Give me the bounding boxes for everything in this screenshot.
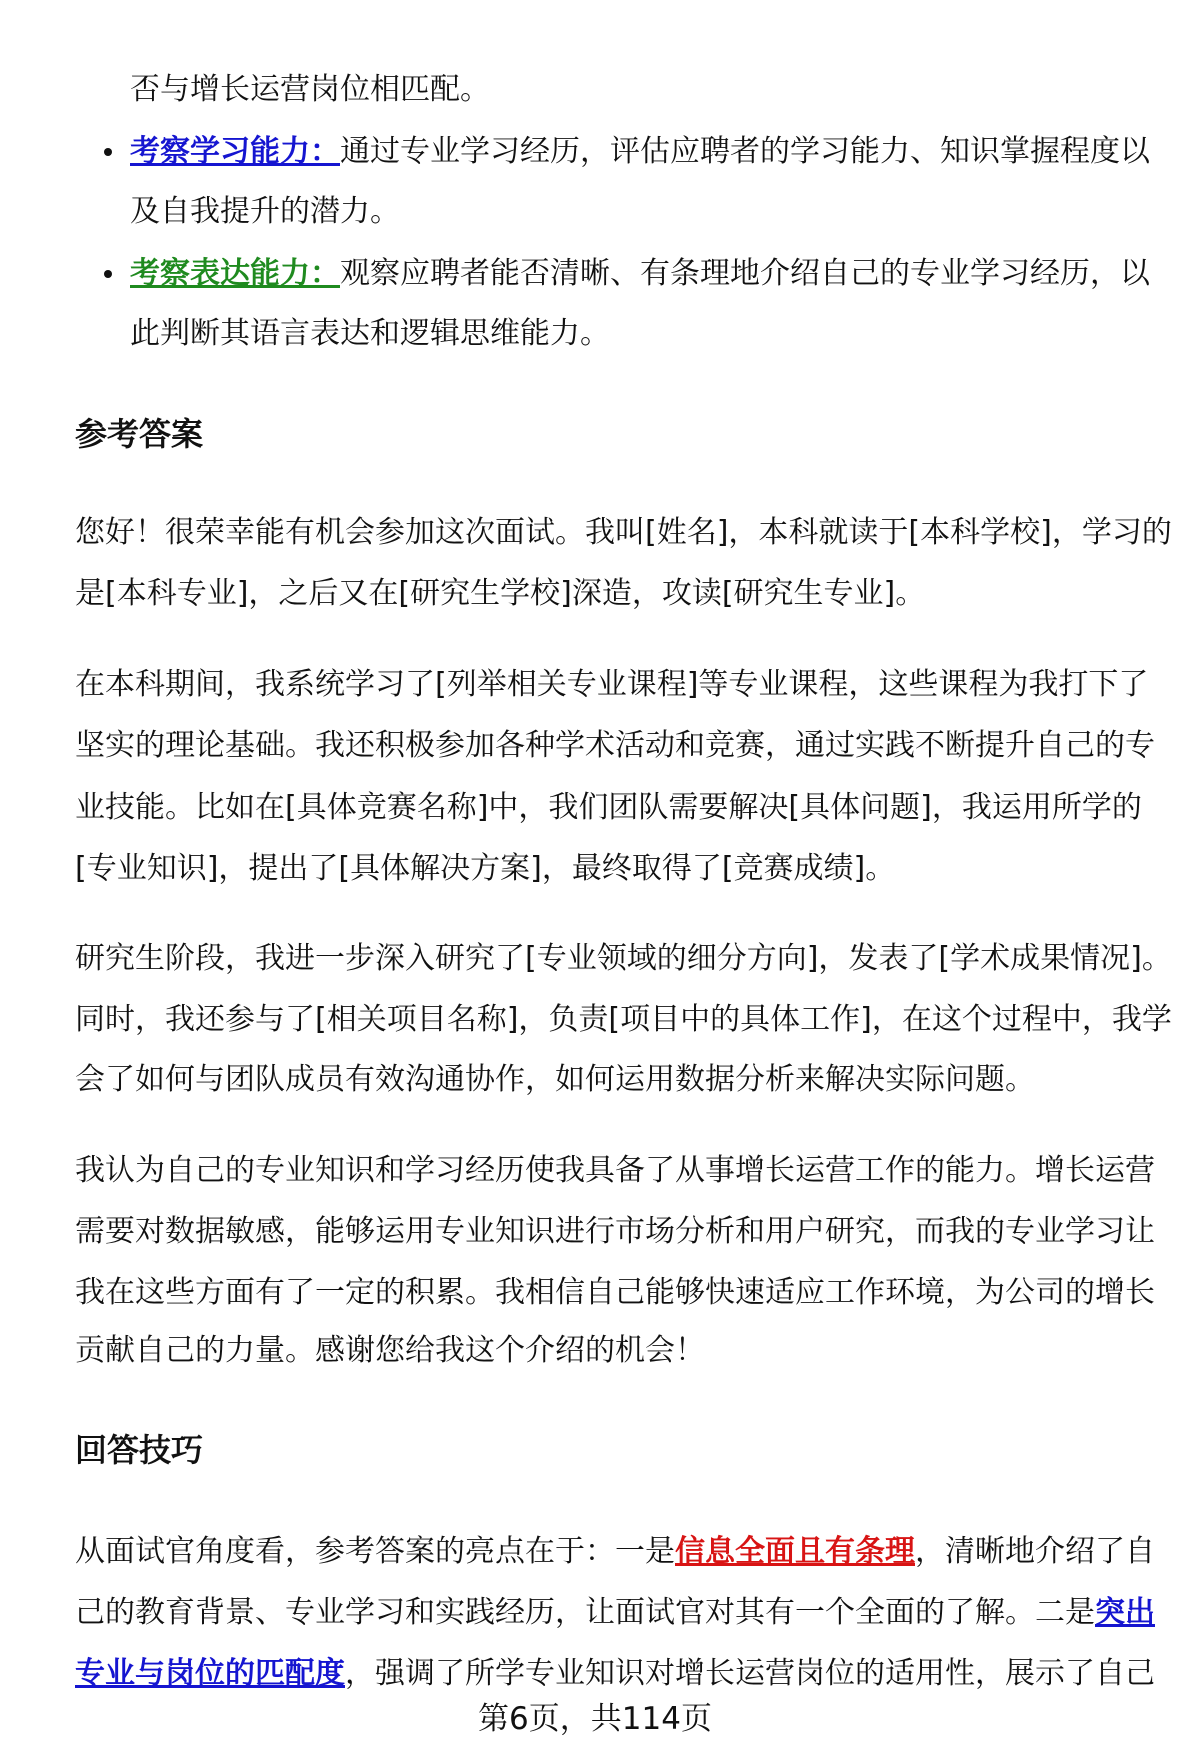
answer-line: 研究生阶段，我进一步深入研究了[专业领域的细分方向]，发表了[学术成果情况]。 <box>75 941 1172 976</box>
bullet-label-learning: 考察学习能力： <box>130 134 340 169</box>
answer-line: 贡献自己的力量。感谢您给我这个介绍的机会！ <box>75 1333 705 1368</box>
bullet-text: 此判断其语言表达和逻辑思维能力。 <box>130 316 610 351</box>
bullet-text: 通过专业学习经历，评估应聘者的学习能力、知识掌握程度以 <box>340 134 1150 169</box>
answer-line: 我认为自己的专业知识和学习经历使我具备了从事增长运营工作的能力。增长运营 <box>75 1153 1155 1188</box>
tips-text: ，强调了所学专业知识对增长运营岗位的适用性，展示了自己 <box>345 1656 1155 1691</box>
tips-text: 从面试官角度看，参考答案的亮点在于：一是 <box>75 1534 675 1569</box>
bullet-text: 观察应聘者能否清晰、有条理地介绍自己的专业学习经历，以 <box>340 256 1150 291</box>
tips-text: ，清晰地介绍了自 <box>915 1534 1155 1569</box>
answer-line: 坚实的理论基础。我还积极参加各种学术活动和竞赛，通过实践不断提升自己的专 <box>75 728 1155 763</box>
answer-line: 同时，我还参与了[相关项目名称]，负责[项目中的具体工作]，在这个过程中，我学 <box>75 1002 1172 1037</box>
highlight-red: 信息全面且有条理 <box>675 1534 915 1569</box>
highlight-blue: 专业与岗位的匹配度 <box>75 1656 345 1691</box>
answer-line: 需要对数据敏感，能够运用专业知识进行市场分析和用户研究，而我的专业学习让 <box>75 1214 1155 1249</box>
bullet-dot <box>104 270 112 278</box>
answer-line: [专业知识]，提出了[具体解决方案]，最终取得了[竞赛成绩]。 <box>75 851 896 886</box>
bullet-expression <box>130 254 1150 294</box>
bullet-learning <box>130 132 1150 172</box>
answer-line: 我在这些方面有了一定的积累。我相信自己能够快速适应工作环境，为公司的增长 <box>75 1275 1155 1310</box>
bullet-dot <box>104 148 112 156</box>
section-heading-answer: 参考答案 <box>75 415 204 453</box>
answer-line: 是[本科专业]，之后又在[研究生学校]深造，攻读[研究生专业]。 <box>75 576 926 611</box>
highlight-blue: 突出 <box>1095 1595 1155 1630</box>
tips-text: 己的教育背景、专业学习和实践经历，让面试官对其有一个全面的了解。二是 <box>75 1595 1095 1630</box>
answer-line: 业技能。比如在[具体竞赛名称]中，我们团队需要解决[具体问题]，我运用所学的 <box>75 790 1142 825</box>
tips-line <box>75 1654 1155 1694</box>
answer-line: 在本科期间，我系统学习了[列举相关专业课程]等专业课程，这些课程为我打下了 <box>75 667 1149 702</box>
tips-line <box>75 1593 1155 1633</box>
bullet-text: 及自我提升的潜力。 <box>130 194 400 229</box>
answer-line: 您好！很荣幸能有机会参加这次面试。我叫[姓名]，本科就读于[本科学校]，学习的 <box>75 515 1172 550</box>
section-heading-tips: 回答技巧 <box>75 1431 204 1469</box>
tips-line <box>75 1532 1155 1572</box>
answer-line: 会了如何与团队成员有效沟通协作，如何运用数据分析来解决实际问题。 <box>75 1062 1035 1097</box>
page-number: 第6页，共114页 <box>478 1701 712 1737</box>
bullet-label-expression: 考察表达能力： <box>130 256 340 291</box>
intro-tail: 否与增长运营岗位相匹配。 <box>130 72 490 107</box>
